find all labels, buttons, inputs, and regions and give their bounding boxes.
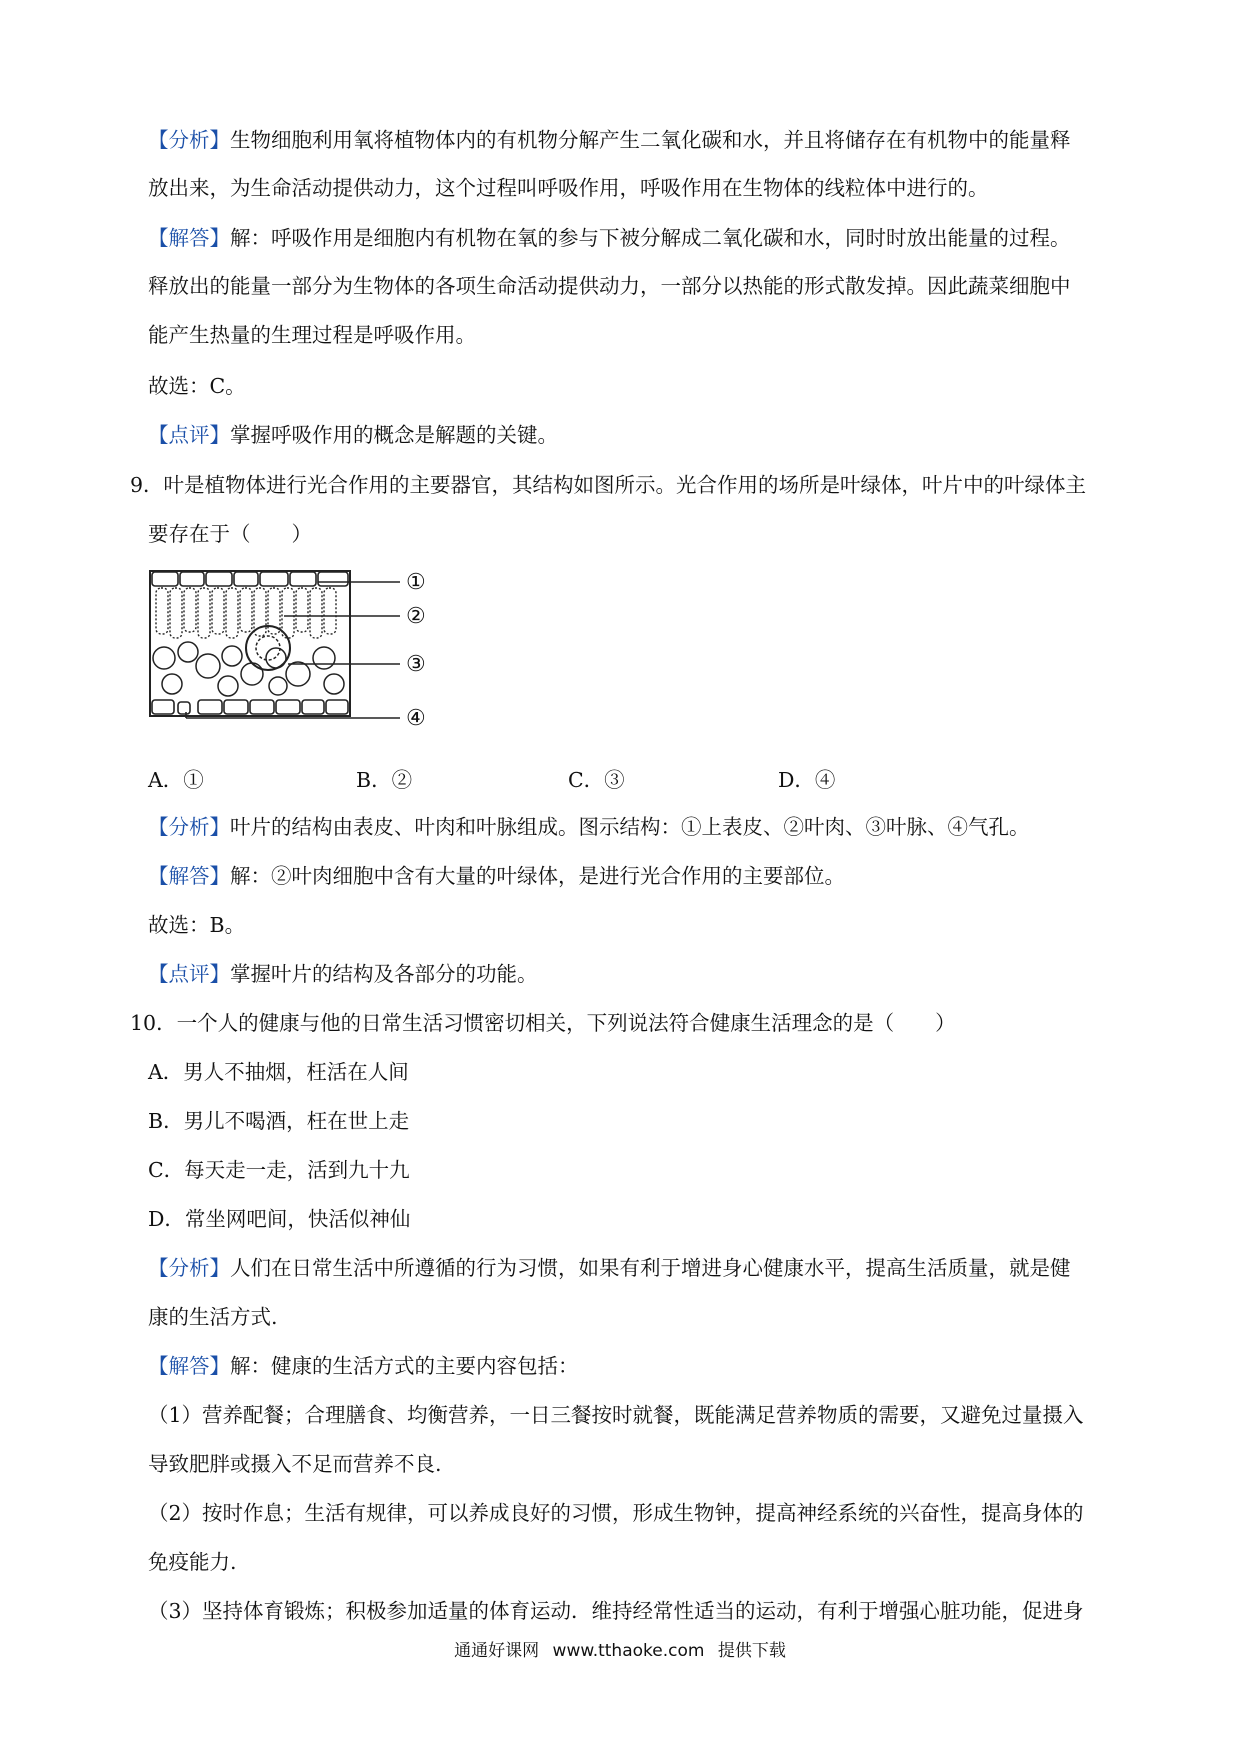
answer-line [148, 223, 1138, 253]
footer-url[interactable]: www.tthaoke.com [552, 1641, 705, 1661]
question-stem: 要存在于（ ） [148, 522, 312, 546]
analysis-tag: 【分析】 [148, 128, 230, 152]
answer-text: 解：呼吸作用是细胞内有机物在氧的参与下被分解成二氧化碳和水，同时时放出能量的过程。 [230, 226, 1071, 250]
point-2-line: 免疫能力. [148, 1550, 237, 1574]
option-c: C．③ [568, 768, 625, 792]
question-stem: 9．叶是植物体进行光合作用的主要器官，其结构如图所示。光合作用的场所是叶绿体，叶片中的叶绿体主 [130, 473, 1087, 497]
answer-text-line: 释放出的能量一部分为生物体的各项生命活动提供动力，一部分以热能的形式散发掉。因此蔬菜细胞中 [148, 274, 1071, 298]
option-b: B．② [356, 768, 413, 792]
footer-site: 通通好课网 [454, 1641, 540, 1661]
answer-options [148, 763, 948, 793]
option-d: D．④ [778, 768, 836, 792]
option-b: B．男儿不喝酒，枉在世上走 [148, 1109, 410, 1133]
analysis-text-line: 放出来，为生命活动提供动力，这个过程叫呼吸作用，呼吸作用在生物体的线粒体中进行的。 [148, 176, 989, 200]
comment-tag: 【点评】 [148, 962, 230, 986]
footer-note: 提供下载 [717, 1641, 786, 1661]
figure-label-3: ③ [406, 652, 426, 677]
palisade-layer [156, 588, 336, 638]
page-footer [0, 1636, 1240, 1661]
analysis-text: 生物细胞利用氧将植物体内的有机物分解产生二氧化碳和水，并且将储存在有机物中的能量释 [230, 128, 1071, 152]
option-d: D．常坐网吧间，快活似神仙 [148, 1207, 411, 1231]
answer-tag: 【解答】 [148, 1354, 230, 1378]
upper-epidermis [152, 572, 348, 586]
analysis-line [148, 812, 1138, 842]
analysis-text-line: 康的生活方式. [148, 1305, 278, 1329]
question-stem: 10．一个人的健康与他的日常生活习惯密切相关，下列说法符合健康生活理念的是（ ） [130, 1011, 956, 1035]
answer-line [148, 861, 1138, 891]
option-c: C．每天走一走，活到九十九 [148, 1158, 410, 1182]
figure-label-1: ① [406, 570, 426, 595]
answer-text: 解：健康的生活方式的主要内容包括： [230, 1354, 579, 1378]
comment-text: 掌握叶片的结构及各部分的功能。 [230, 962, 538, 986]
figure-label-4: ④ [406, 706, 426, 731]
choice-line: 故选：C。 [148, 374, 246, 398]
analysis-line [148, 1253, 1138, 1283]
comment-line [148, 959, 1138, 989]
comment-tag: 【点评】 [148, 423, 230, 447]
answer-text: 解：②叶肉细胞中含有大量的叶绿体，是进行光合作用的主要部位。 [230, 864, 845, 888]
answer-tag: 【解答】 [148, 226, 230, 250]
figure-label-2: ② [406, 604, 426, 629]
analysis-tag: 【分析】 [148, 815, 230, 839]
analysis-tag: 【分析】 [148, 1256, 230, 1280]
point-1-line: 导致肥胖或摄入不足而营养不良. [148, 1452, 442, 1476]
answer-line [148, 1351, 1138, 1381]
choice-line: 故选：B。 [148, 913, 246, 937]
comment-text: 掌握呼吸作用的概念是解题的关键。 [230, 423, 558, 447]
answer-tag: 【解答】 [148, 864, 230, 888]
point-1-line: （1）营养配餐；合理膳食、均衡营养，一日三餐按时就餐，既能满足营养物质的需要，又避免过量摄入 [148, 1403, 1084, 1427]
comment-line [148, 420, 1138, 450]
analysis-text: 人们在日常生活中所遵循的行为习惯，如果有利于增进身心健康水平，提高生活质量，就是健 [230, 1256, 1071, 1280]
leader-lines [186, 582, 400, 718]
leaf-structure-figure [148, 566, 448, 746]
option-a: A．① [148, 768, 204, 792]
spongy-layer [153, 626, 344, 696]
leaf-cross-section-diagram [148, 566, 448, 746]
option-a: A．男人不抽烟，枉活在人间 [148, 1060, 409, 1084]
point-2-line: （2）按时作息；生活有规律，可以养成良好的习惯，形成生物钟，提高神经系统的兴奋性，提高身体的 [148, 1501, 1084, 1525]
analysis-text: 叶片的结构由表皮、叶肉和叶脉组成。图示结构：①上表皮、②叶肉、③叶脉、④气孔。 [230, 815, 1030, 839]
point-3-line: （3）坚持体育锻炼；积极参加适量的体育运动．维持经常性适当的运动，有利于增强心脏功能，促进身 [148, 1599, 1084, 1623]
lower-epidermis [152, 700, 348, 714]
answer-text-line: 能产生热量的生理过程是呼吸作用。 [148, 323, 476, 347]
analysis-line [148, 125, 1138, 155]
